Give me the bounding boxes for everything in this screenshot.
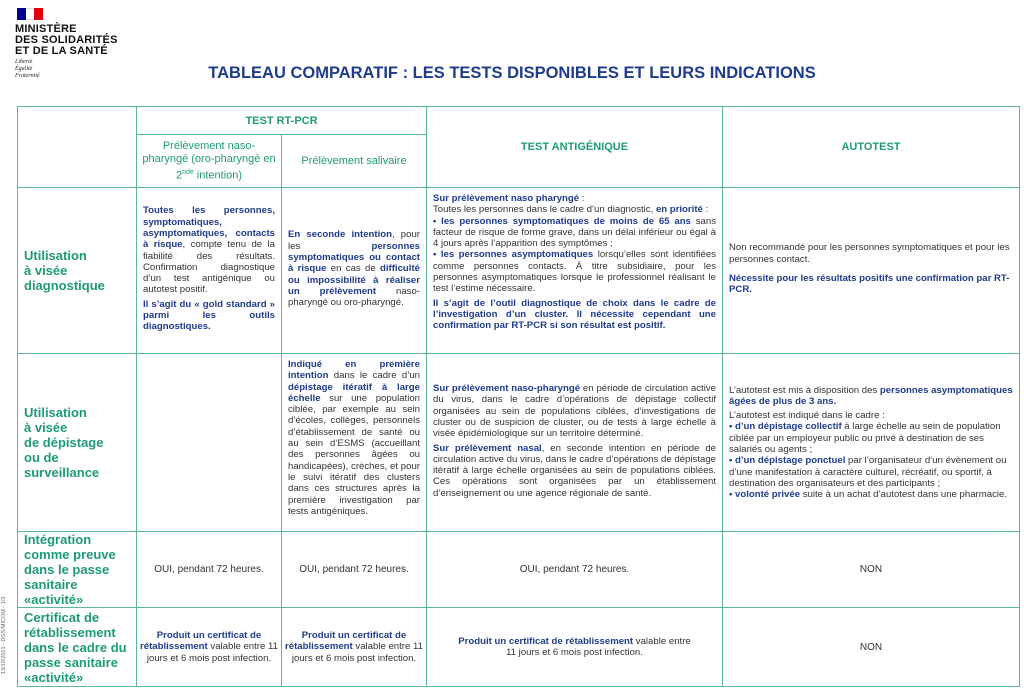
diag-autotest-cell: Non recommandé pour les personnes symptomatiques et pour les personnes contact. Nécessite pour les résultats positifs une confirmation par RT-PCR. [723,188,1020,354]
diag-antigen-cell: Sur prélèvement naso pharyngé : Toutes les personnes dans le cadre d’un diagnostic, en priorité : • les personnes symptomatiques de moins de 65 ans sans facteur de risque de forme grave, dans un délai inférieur ou égal à 4 jours après l’apparition des symptômes ; • les personnes asymptomatiques lorsqu’elles sont identifiées comme personnes contacts. À titre subsidiaire, pour les personnes asymptomatiques lorsque le professionnel réalisant le test l’estime nécessaire. Il s’agit de l’outil diagnostique de choix dans le cadre de l’investigation d’un cluster. Il nécessite cependant une confirmation par RT-PCR si son résultat est positif. [427,188,723,354]
pass-antigen-value: OUI, pendant 72 heures. [427,532,723,608]
screen-naso-cell [137,354,282,532]
screen-autotest-cell: L’autotest est mis à disposition des personnes asymptomatiques âgées de plus de 3 ans. L’autotest est indiqué dans le cadre : • d’un dépistage collectif à large échelle au sein de population ciblée par un employeur public ou privé à destination de ses salariés ou agents ; • d’un dépistage ponctuel par l’organisateur d’un évènement ou d’une manifestation à caractère culturel, récréatif, ou sportif, à destination des organisateurs et des participants ; • volonté privée suite à un achat d’autotest dans une pharmacie. [723,354,1020,532]
row-label-diagnostic: Utilisation à visée diagnostique [18,188,137,354]
screen-saliva-cell: Indiqué en première intention dans le cadre d’un dépistage itératif à large échelle sur une population ciblée, par exemple au sein d’écoles, collèges, personnels d’établissement de santé ou au sein d’ESMS (accueillant des personnes âgées ou handicapées), crèches, et pour le suivi itératif des clusters dans ces structures après la première investigation par tests antigéniques. [282,354,427,532]
col-autotest: AUTOTEST [723,107,1020,188]
pass-autotest-value: NON [723,532,1020,608]
row-label-certificate: Certificat de rétablissement dans le cadre du passe sanitaire «activité» [18,608,137,687]
row-pass [18,532,1020,608]
ministry-name: MINISTÈRE DES SOLIDARITÉS ET DE LA SANTÉ [15,23,118,57]
row-diagnostic [18,188,1020,354]
corner-cell [18,107,137,188]
cert-saliva-value: Produit un certificat de rétablissement valable entre 11 jours et 6 mois post infection. [282,608,427,687]
header-row-1 [18,107,1020,135]
page-title: TABLEAU COMPARATIF : LES TESTS DISPONIBLES ET LEURS INDICATIONS [208,64,816,82]
pass-saliva-value: OUI, pendant 72 heures. [282,532,427,608]
screen-antigen-cell: Sur prélèvement naso-pharyngé en période de circulation active du virus, dans le cadre d’opérations de dépistage collectif organisées au sein de populations ciblées, d’investigations de cluster ou de suspicion de cluster, ou de tests à large échelle à visée épidémiologique sur un territoire déterminé. Sur prélèvement nasal, en seconde intention en période de circulation active du virus, dans le cadre d’opérations de dépistage itératif à large échelle organisées au sein de populations ciblées. Ces opérations sont organisées par un établissement d’enseignement ou une agence régionale de santé. [427,354,723,532]
col-rtpcr: TEST RT-PCR [137,107,427,135]
side-reference: 13/10/2021 - DGS/MICOM - 1/3 [1,596,7,674]
cert-naso-value: Produit un certificat de rétablissement valable entre 11 jours et 6 mois post infection. [137,608,282,687]
comparison-table [17,106,1020,687]
republic-motto: Liberté Égalité Fraternité [15,59,40,79]
cert-autotest-value: NON [723,608,1020,687]
row-screening [18,354,1020,532]
col-naso-pharynge: Prélèvement naso-pharyngé (oro-pharyngé en 2nde intention) [137,135,282,188]
row-label-screening: Utilisation à visée de dépistage ou de surveillance [18,354,137,532]
row-certificate [18,608,1020,687]
french-flag-icon [17,8,43,20]
diag-saliva-cell: En seconde intention, pour les personnes symptomatiques ou contact à risque en cas de difficulté ou impossibilité à réaliser un prélèvement naso-pharyngé ou oro-pharyngé. [282,188,427,354]
col-antigenique: TEST ANTIGÉNIQUE [427,107,723,188]
row-label-pass: Intégration comme preuve dans le passe sanitaire «activité» [18,532,137,608]
diag-naso-cell: Toutes les personnes, symptomatiques, asymptomatiques, contacts à risque, compte tenu de la fiabilité des résultats. Confirmation diagnostique d’un test antigénique ou autotest positif. Il s’agit du « gold standard » parmi les outils diagnostiques. [137,188,282,354]
col-salivaire: Prélèvement salivaire [282,135,427,188]
pass-naso-value: OUI, pendant 72 heures. [137,532,282,608]
cert-antigen-value: Produit un certificat de rétablissement valable entre 11 jours et 6 mois post infection. [427,608,723,687]
